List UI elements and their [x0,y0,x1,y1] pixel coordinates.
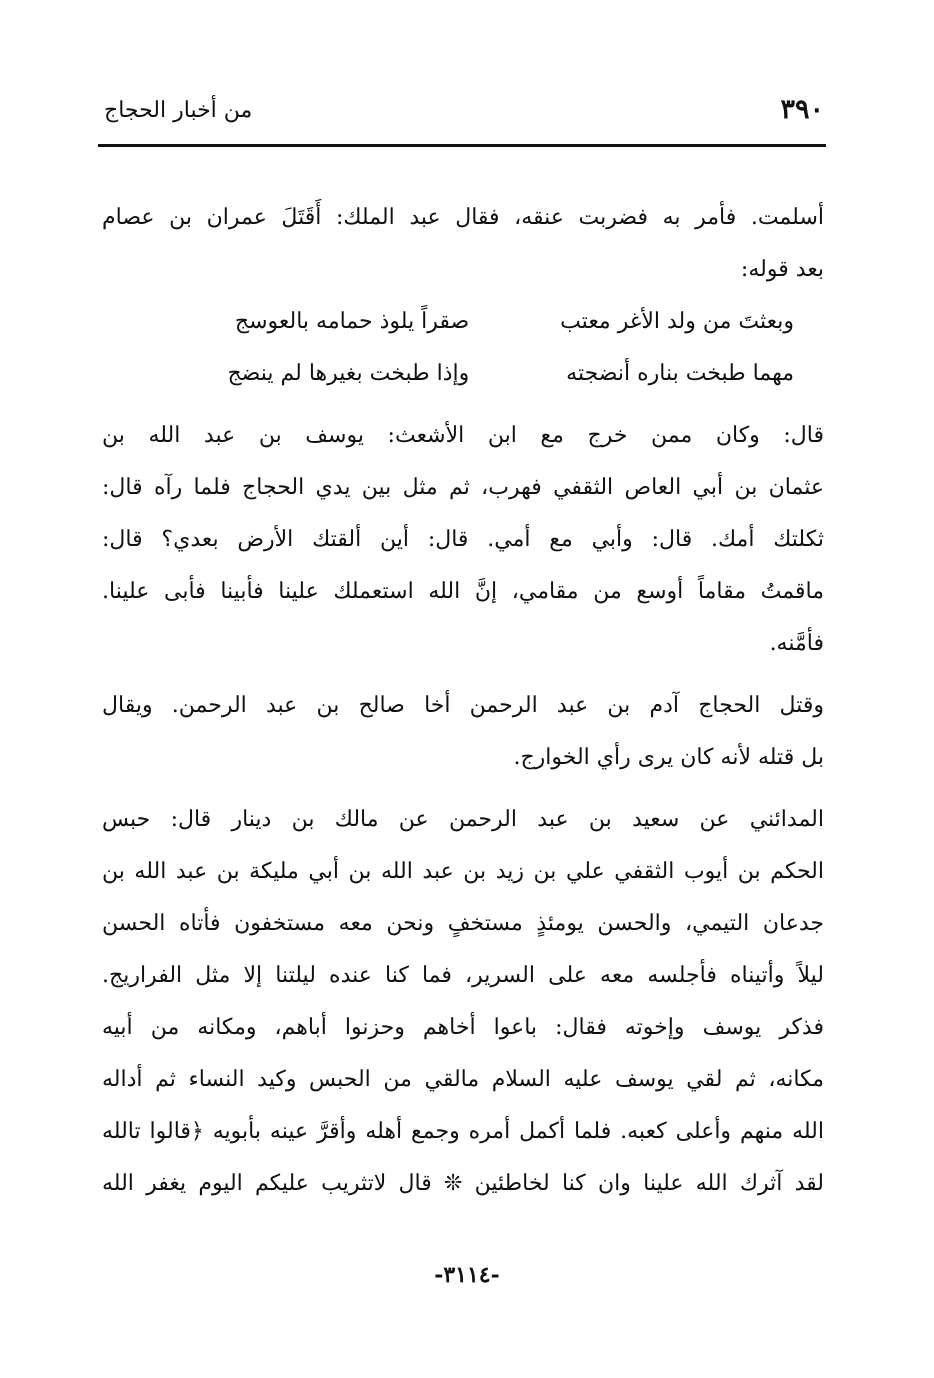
running-title: من أخبار الحجاج [104,98,253,123]
verse-second-hemistich: وإذا طبخت بغيرها لم ينضج [227,361,470,386]
verse-line [102,296,824,348]
text-line: بل قتله لأنه كان يرى رأي الخوارج. [513,745,824,770]
paragraph-gap [102,784,824,794]
text-line: الحكم بن أيوب الثقفي علي بن زيد بن عبد الله بن أبي مليكة بن عبد الله بن [102,859,824,884]
paragraph-2 [102,410,824,670]
paragraph-gap [102,670,824,680]
verse-line [102,348,824,400]
verse-second-hemistich: صقراً يلوذ حمامه بالعوسج [234,309,470,334]
text-line: الله منهم وأعلى كعبه. فلما أكمل أمره وجمع أهله وأقرَّ عينه بأبويه ﴿قالوا تالله [102,1119,824,1144]
footer-page-number: -٣١١٤- [434,1262,500,1288]
text-line: ماقمتُ مقاماً أوسع من مقامي، إنَّ الله استعملك علينا فأبينا فأبى علينا. [102,579,824,604]
text-line: مكانه، ثم لقي يوسف عليه السلام مالقي من الحبس وكيد النساء ثم أداله [102,1067,824,1092]
text-line: لقد آثرك الله علينا وان كنا لخاطئين ❊ قال لاتثريب عليكم اليوم يغفر الله [102,1171,824,1196]
page-body [102,192,824,1210]
verse-first-hemistich: وبعثتَ من ولد الأغر معتب [560,309,794,334]
text-line: جدعان التيمي، والحسن يومئذٍ مستخفٍ ونحن معه مستخفون فأتاه الحسن [102,911,824,936]
page-header [100,88,824,138]
text-line: أسلمت. فأمر به فضربت عنقه، فقال عبد الملك: أَقَتَلَ عمران بن عصام [102,205,824,230]
poem [102,296,824,400]
header-rule [98,144,826,147]
paragraph-1 [102,192,824,296]
verse-first-hemistich: مهما طبخت بناره أنضجته [566,361,794,386]
text-line: عثمان بن أبي العاص الثقفي فهرب، ثم مثل بين يدي الحجاج فلما رآه قال: [102,475,824,500]
header-page-number: ٣٩٠ [780,94,824,125]
text-line: ليلاً وأتيناه فأجلسه معه على السرير، فما كنا عنده ليلتنا إلا مثل الفراريج. [102,963,824,988]
paragraph-3 [102,680,824,784]
paragraph-4 [102,794,824,1210]
text-line: ثكلتك أمك. قال: وأبي مع أمي. قال: أين ألقتك الأرض بعدي؟ قال: [102,527,824,552]
text-line: قال: وكان ممن خرج مع ابن الأشعث: يوسف بن عبد الله بن [102,423,824,448]
text-line: المدائني عن سعيد بن عبد الرحمن عن مالك بن دينار قال: حبس [102,807,824,832]
text-line: بعد قوله: [740,257,824,282]
paragraph-gap [102,400,824,410]
text-line: فأمَّنه. [769,631,824,656]
text-line: فذكر يوسف وإخوته فقال: باعوا أخاهم وحزنوا أباهم، ومكانه من أبيه [102,1015,824,1040]
text-line: وقتل الحجاج آدم بن عبد الرحمن أخا صالح بن عبد الرحمن. ويقال [102,693,824,718]
